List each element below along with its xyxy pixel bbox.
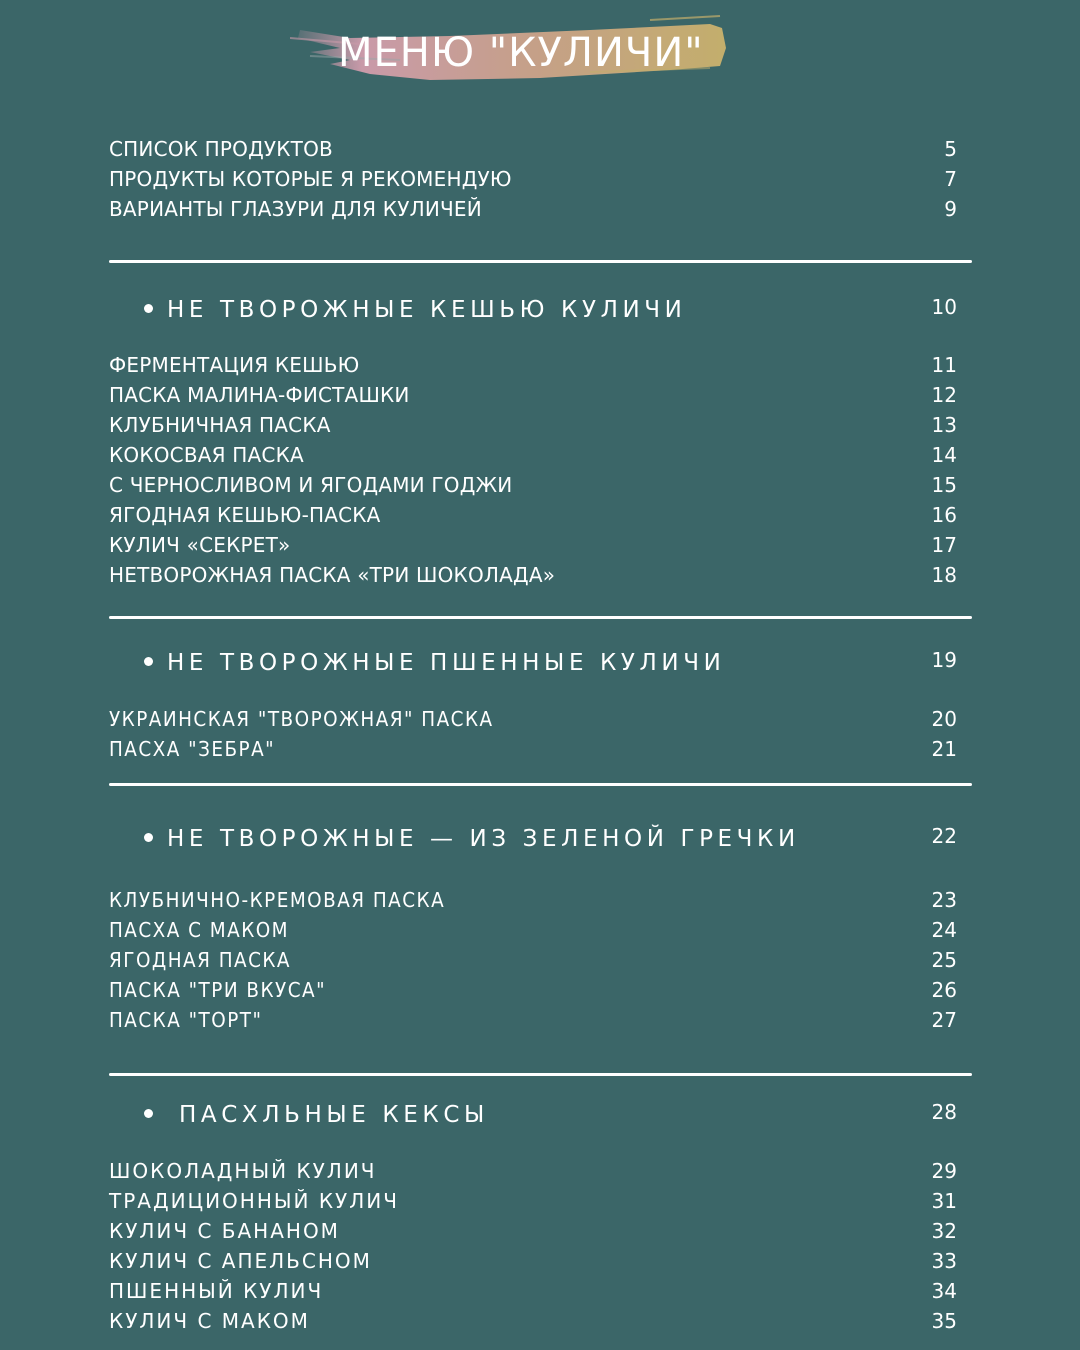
toc-label: ФЕРМЕНТАЦИЯ КЕШЬЮ: [109, 353, 360, 377]
section-title: НЕ ТВОРОЖНЫЕ — ИЗ ЗЕЛЕНОЙ ГРЕЧКИ: [167, 825, 800, 852]
toc-label: ЯГОДНАЯ ПАСКА: [109, 948, 291, 972]
section-heading[interactable]: [144, 295, 957, 323]
toc-row[interactable]: [109, 975, 957, 1005]
page-title: МЕНЮ "КУЛИЧИ": [338, 30, 704, 76]
toc-row[interactable]: [109, 1246, 957, 1276]
toc-row[interactable]: [109, 194, 957, 224]
toc-label: ПАСКА "ТРИ ВКУСА": [109, 978, 327, 1002]
title-banner: [290, 8, 750, 94]
toc-page-number: 21: [931, 737, 957, 761]
toc-row[interactable]: [109, 470, 957, 500]
toc-row[interactable]: [109, 1276, 957, 1306]
toc-label: КУЛИЧ «СЕКРЕТ»: [109, 533, 291, 557]
toc-label: СПИСОК ПРОДУКТОВ: [109, 137, 333, 161]
section-page-number: 10: [931, 295, 957, 319]
section-divider: [109, 783, 972, 786]
bullet-icon: [144, 833, 153, 842]
toc-page-number: 34: [931, 1279, 957, 1303]
toc-row[interactable]: [109, 164, 957, 194]
toc-label: ВАРИАНТЫ ГЛАЗУРИ ДЛЯ КУЛИЧЕЙ: [109, 197, 482, 221]
toc-label: КЛУБНИЧНАЯ ПАСКА: [109, 413, 331, 437]
toc-row[interactable]: [109, 500, 957, 530]
section-page-number: 19: [931, 648, 957, 672]
bullet-icon: [144, 1109, 153, 1118]
toc-page-number: 9: [944, 197, 957, 221]
toc-page-number: 15: [931, 473, 957, 497]
toc-row[interactable]: [109, 380, 957, 410]
toc-row[interactable]: [109, 945, 957, 975]
toc-page-number: 11: [931, 353, 957, 377]
section-divider: [109, 260, 972, 263]
toc-label: КУЛИЧ С МАКОМ: [109, 1309, 310, 1333]
toc-label: НЕТВОРОЖНАЯ ПАСКА «ТРИ ШОКОЛАДА»: [109, 563, 556, 587]
toc-page-number: 23: [931, 888, 957, 912]
toc-page-number: 26: [931, 978, 957, 1002]
toc-page-number: 24: [931, 918, 957, 942]
toc-label: КОКОСВАЯ ПАСКА: [109, 443, 304, 467]
toc-page-number: 12: [931, 383, 957, 407]
section-page-number: 22: [931, 824, 957, 848]
toc-label: ТРАДИЦИОННЫЙ КУЛИЧ: [109, 1189, 399, 1213]
toc-row[interactable]: [109, 734, 957, 764]
toc-label: ПШЕННЫЙ КУЛИЧ: [109, 1279, 324, 1303]
section-page-number: 28: [931, 1100, 957, 1124]
toc-page-number: 31: [931, 1189, 957, 1213]
toc-page-number: 13: [931, 413, 957, 437]
toc-label: ЯГОДНАЯ КЕШЬЮ-ПАСКА: [109, 503, 381, 527]
toc-row[interactable]: [109, 915, 957, 945]
toc-page-number: 16: [931, 503, 957, 527]
toc-row[interactable]: [109, 885, 957, 915]
toc-row[interactable]: [109, 704, 957, 734]
toc-row[interactable]: [109, 1216, 957, 1246]
toc-label: ПАСХА С МАКОМ: [109, 918, 290, 942]
toc-row[interactable]: [109, 410, 957, 440]
toc-page-number: 7: [944, 167, 957, 191]
toc-row[interactable]: [109, 560, 957, 590]
toc-page-number: 32: [931, 1219, 957, 1243]
toc-row[interactable]: [109, 1186, 957, 1216]
section-heading[interactable]: [144, 1100, 957, 1128]
toc-label: С ЧЕРНОСЛИВОМ И ЯГОДАМИ ГОДЖИ: [109, 473, 513, 497]
toc-row[interactable]: [109, 350, 957, 380]
section-divider: [109, 1073, 972, 1076]
toc-row[interactable]: [109, 530, 957, 560]
toc-page-number: 14: [931, 443, 957, 467]
toc-label: ШОКОЛАДНЫЙ КУЛИЧ: [109, 1159, 377, 1183]
toc-label: ПАСХА "ЗЕБРА": [109, 737, 276, 761]
toc-label: ПАСКА "ТОРТ": [109, 1008, 263, 1032]
bullet-icon: [144, 304, 153, 313]
section-divider: [109, 616, 972, 619]
section-heading[interactable]: [144, 824, 957, 852]
toc-page-number: 27: [931, 1008, 957, 1032]
toc-label: КУЛИЧ С БАНАНОМ: [109, 1219, 340, 1243]
section-title: НЕ ТВОРОЖНЫЕ КЕШЬЮ КУЛИЧИ: [167, 296, 687, 323]
toc-row[interactable]: [109, 1156, 957, 1186]
toc-row[interactable]: [109, 134, 957, 164]
toc-row[interactable]: [109, 1306, 957, 1336]
toc-page-number: 29: [931, 1159, 957, 1183]
toc-label: КУЛИЧ С АПЕЛЬСНОМ: [109, 1249, 372, 1273]
section-heading[interactable]: [144, 648, 957, 676]
toc-page-number: 18: [931, 563, 957, 587]
section-title: НЕ ТВОРОЖНЫЕ ПШЕННЫЕ КУЛИЧИ: [167, 649, 726, 676]
toc-label: УКРАИНСКАЯ "ТВОРОЖНАЯ" ПАСКА: [109, 707, 494, 731]
toc-label: ПАСКА МАЛИНА-ФИСТАШКИ: [109, 383, 410, 407]
bullet-icon: [144, 657, 153, 666]
toc-label: КЛУБНИЧНО-КРЕМОВАЯ ПАСКА: [109, 888, 446, 912]
toc-page-number: 25: [931, 948, 957, 972]
toc-row[interactable]: [109, 1005, 957, 1035]
toc-label: ПРОДУКТЫ КОТОРЫЕ Я РЕКОМЕНДУЮ: [109, 167, 512, 191]
toc-page-number: 33: [931, 1249, 957, 1273]
toc-page-number: 20: [931, 707, 957, 731]
section-title: ПАСХЛЬНЫЕ КЕКСЫ: [179, 1101, 489, 1128]
toc-page-number: 5: [944, 137, 957, 161]
toc-row[interactable]: [109, 440, 957, 470]
toc-page-number: 17: [931, 533, 957, 557]
toc-page-number: 35: [931, 1309, 957, 1333]
